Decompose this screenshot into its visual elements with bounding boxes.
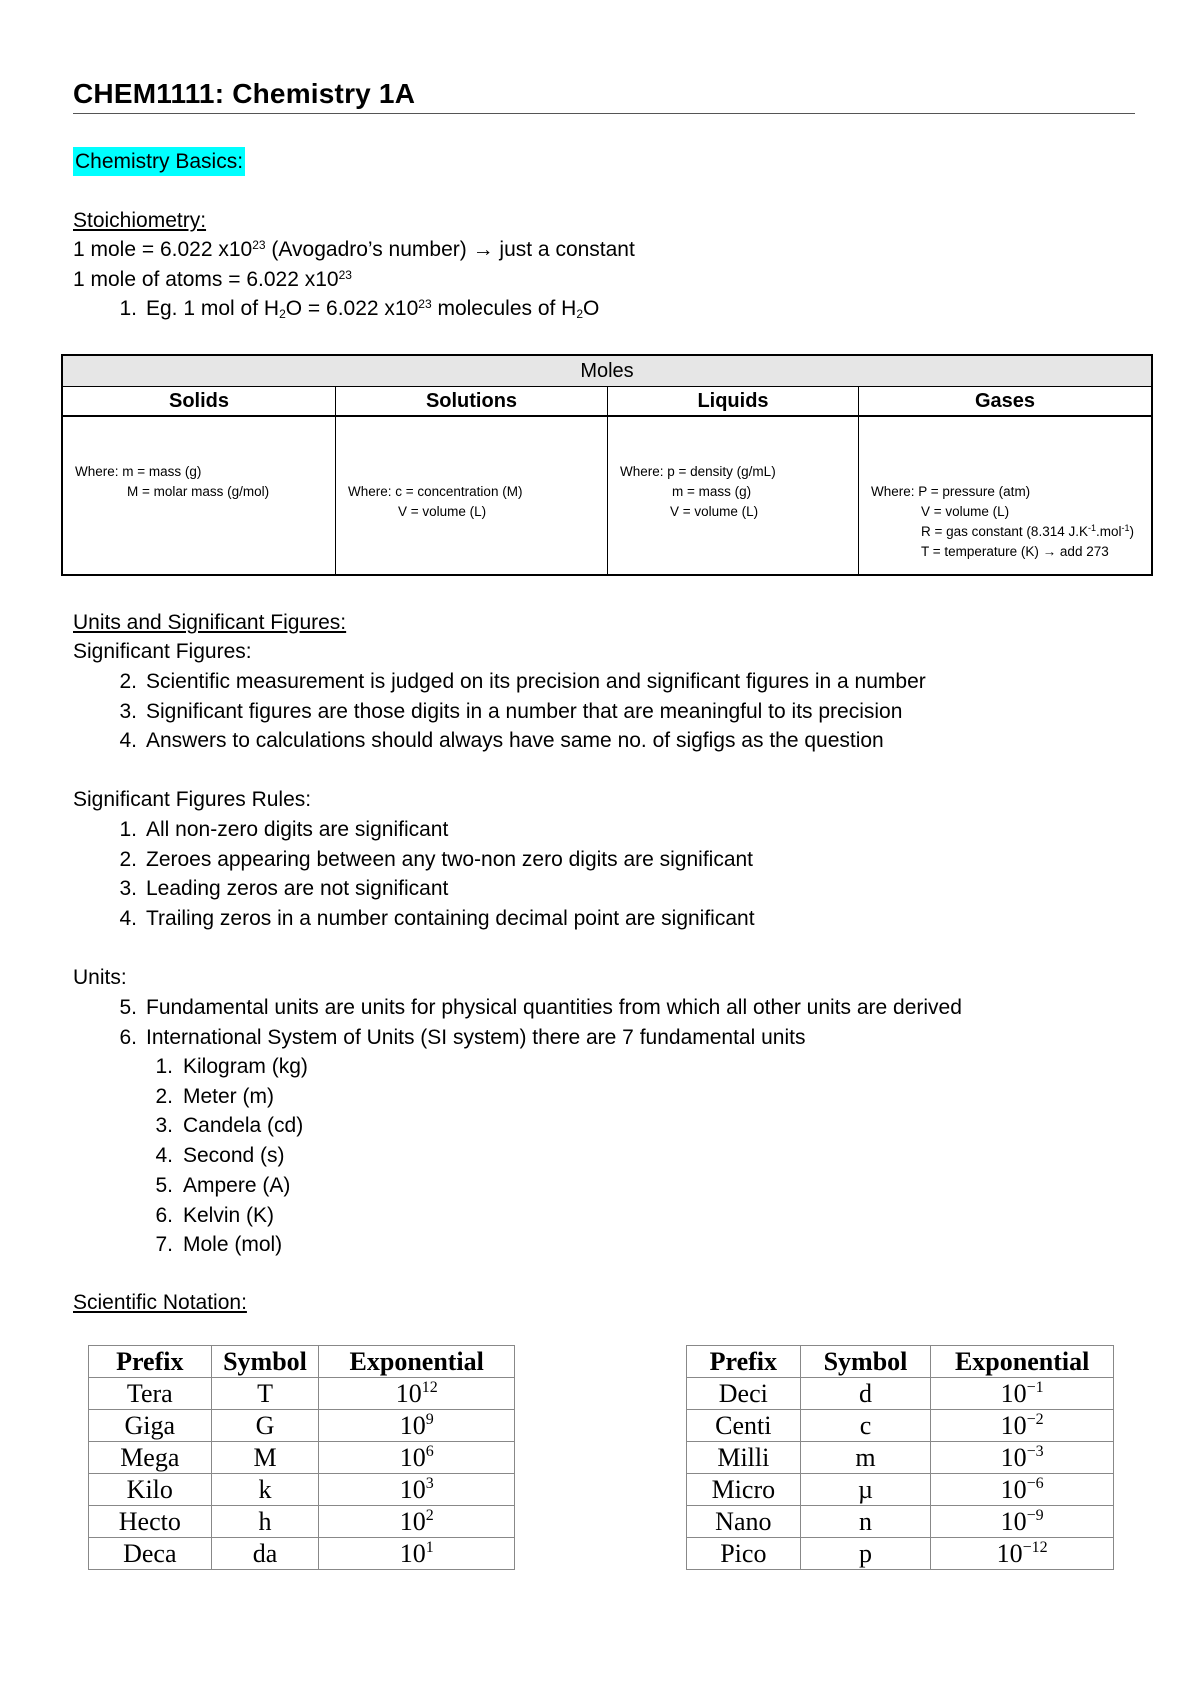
list-item: 4. Trailing zeros in a number containing decimal point are significant [119, 907, 755, 931]
stoichiometry-heading: Stoichiometry: [73, 209, 207, 232]
table-row: Nano n $10^{-9}$ [687, 1506, 1114, 1538]
table-header-row [687, 1346, 1114, 1378]
list-item: 1. All non-zero digits are significant [119, 818, 449, 841]
liquids-note: Where: p = density (g/mL) [620, 464, 776, 479]
col-header-symbol: Symbol [800, 1346, 931, 1378]
solutions-note: Where: c = concentration (M) [348, 484, 523, 499]
list-item: 2. Scientific measurement is judged on its precision and significant figures in a number [119, 670, 926, 693]
units-sigfig-heading: Units and Significant Figures: [73, 611, 347, 634]
moles-col-solids [63, 386, 335, 574]
si-units-list [73, 1052, 308, 1260]
col-header-exponential: Exponential [319, 1346, 515, 1378]
liquids-note: V = volume (L) [670, 504, 759, 519]
atoms-line: 1 mole of atoms = 6.022 $x10^{23}$ [73, 268, 352, 291]
gases-note: R = gas constant (8.314 $J.K^{-1}.mol^{-1}$) [921, 523, 1135, 539]
table-row: Kilo k $10^3$ [89, 1474, 515, 1506]
gases-note: T = temperature (K) → add 273 [921, 544, 1109, 559]
list-item: 3. Significant figures are those digits in a number that are meaningful to its precision [119, 699, 903, 723]
page-title: CHEM1111: Chemistry 1A [73, 78, 416, 109]
list-item: 3. Leading zeros are not significant [119, 877, 449, 901]
units-list [73, 993, 962, 1052]
liquids-note: m = mass (g) [672, 484, 752, 499]
gases-note: V = volume (L) [921, 504, 1010, 519]
sigfig-rules-list [73, 815, 755, 934]
table-header-row [89, 1346, 515, 1378]
list-item: 7. Mole (mol) [155, 1233, 283, 1257]
sigfig-rules-label: Significant Figures Rules: [73, 788, 312, 811]
table-row: Mega M $10^6$ [89, 1442, 515, 1474]
prefix-table-small [686, 1345, 1114, 1570]
units-label: Units: [73, 966, 127, 989]
list-item: 5. Fundamental units are units for physical quantities from which all other units are derived [119, 996, 962, 1019]
solutions-note: V = volume (L) [398, 504, 487, 519]
table-row: Centi c $10^{-2}$ [687, 1410, 1114, 1442]
moles-col-gases [858, 386, 1151, 574]
col-header-liquids: Liquids [608, 386, 858, 417]
list-item: 6. Kelvin (K) [155, 1203, 275, 1227]
col-header-prefix: Prefix [89, 1346, 212, 1378]
moles-col-solutions [335, 386, 607, 574]
moles-col-liquids [607, 386, 858, 574]
table-row: Pico p $10^{-12}$ [687, 1538, 1114, 1570]
list-item: 6. International System of Units (SI system) there are 7 fundamental units [119, 1025, 806, 1049]
list-item: 1. Kilogram (kg) [155, 1055, 308, 1078]
solids-note: Where: m = mass (g) [75, 464, 202, 479]
moles-table-header: Moles [63, 356, 1151, 387]
sci-notation-heading: Scientific Notation: [73, 1291, 247, 1314]
sigfig-label: Significant Figures: [73, 640, 252, 663]
list-item: 3. Candela (cd) [155, 1114, 304, 1138]
col-header-gases: Gases [859, 386, 1151, 417]
table-row: Milli m $10^{-3}$ [687, 1442, 1114, 1474]
table-row: Hecto h $10^2$ [89, 1506, 515, 1538]
col-header-solutions: Solutions [336, 386, 607, 417]
list-item: 2. Zeroes appearing between any two-non zero digits are significant [119, 847, 754, 871]
table-row: Giga G $10^9$ [89, 1410, 515, 1442]
avogadro-line: 1 mole = 6.022 $x10^{23}$ (Avogadro’s number) → just a constant [73, 238, 635, 261]
prefix-table-large [88, 1345, 515, 1570]
chemistry-basics-heading: Chemistry Basics: [73, 147, 245, 176]
table-row: Tera T $10^{12}$ [89, 1378, 515, 1410]
table-row: Micro µ $10^{-6}$ [687, 1474, 1114, 1506]
table-row: Deci d $10^{-1}$ [687, 1378, 1114, 1410]
moles-table [61, 354, 1153, 576]
list-item: 4. Answers to calculations should always have same no. of sigfigs as the question [119, 729, 884, 753]
list-item: 2. Meter (m) [155, 1084, 274, 1108]
table-row: Deca da $10^1$ [89, 1538, 515, 1570]
list-item: 5. Ampere (A) [155, 1173, 291, 1197]
col-header-symbol: Symbol [211, 1346, 319, 1378]
sigfig-list [73, 667, 926, 756]
gases-note: Where: P = pressure (atm) [871, 484, 1031, 499]
col-header-prefix: Prefix [687, 1346, 801, 1378]
col-header-solids: Solids [63, 386, 335, 417]
title-divider [73, 113, 1135, 114]
example-line: 1. Eg. 1 mol of $H_2O = 6.022$ $x10^{23}$ molecules of $H_2O$ [119, 297, 600, 321]
col-header-exponential: Exponential [931, 1346, 1114, 1378]
solids-note: M = molar mass (g/mol) [127, 484, 270, 499]
list-item: 4. Second (s) [155, 1144, 285, 1168]
